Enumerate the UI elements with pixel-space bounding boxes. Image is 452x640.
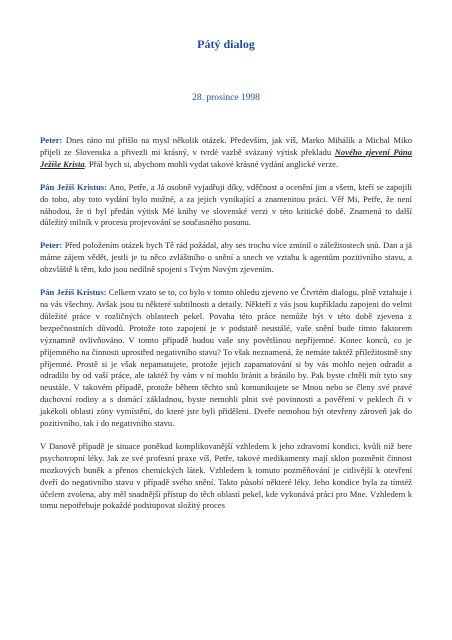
paragraph-text: V Danově případě je situace poněkud komplikovanější vzhledem k jeho zdravotní kondici, kvůli níž bere psychotropní léky. Jak ze své profesní praxe víš, Petře, takové medikamenty mají sklon pozměnit činnost mozkových buněk a přenos chemických látek. Vzhledem k tomuto pozměňování je citlivější k otevření dveří do negativního stavu v případě svého snění. Takto působí některé léky. Jeho kondice byla za tímtéž účelem zvolena, aby měl snadnější přístup do těch oblastí pekel, kde vykonává práci pro Mne. Vzhledem k tomu nepotřebuje pokaždé podstupovat složitý proces — [40, 440, 412, 511]
paragraph-text: Před položením otázek bych Tě rád požádal, aby ses trochu více zmínil o záležitostech snů. Dan a já máme zájem vědět, jestli je tu něco zvláštního o snění a snech ve vztahu k agentům pozitivního stavu, a obzvláště k těm, kdo jsou nedílně spojeni s Tvým Novým zjevením. — [40, 240, 412, 275]
paragraph — [40, 240, 412, 276]
document-body — [40, 135, 412, 512]
paragraph-text: . Přál bych si, abychom mohli vydat takové krásné vydání anglické verze. — [84, 158, 339, 169]
speaker-label: Peter: — [40, 240, 63, 251]
document-title: Pátý dialog — [197, 37, 255, 51]
paragraph — [40, 182, 412, 230]
speaker-label: Pán Ježíš Kristus: — [40, 287, 107, 298]
paragraph-text: Ano, Petře, a Já osobně vyjadřuji díky, vděčnost a ocenění jim a všem, kteří se zapojili do toho, aby toto vydání bylo možné, a za jejich vynikající a znamenitou práci. Věř Mi, Petře, že není náhodou, že ti byl předán výtisk Mé knihy ve slovenské verzi v této kritické době. Znamená to další důležitý milník v procesu projevování se současného posunu. — [40, 181, 412, 228]
book-title-link[interactable]: Nového zjevení Pána Ježíše Krista — [40, 146, 412, 169]
paragraph-text: Dnes ráno mi přišlo na mysl několik otázek. Především, jak víš, Marko Mihálik a Michal Miko přijeli ze Slovenska a přivezli mi krásný, v tvrdé vazbě svázaný výtisk překladu — [40, 135, 412, 157]
speaker-label: Peter: — [40, 135, 63, 145]
document-date: 28. prosince 1998 — [192, 93, 260, 103]
paragraph — [40, 135, 412, 171]
speaker-label: Pán Ježíš Kristus: — [40, 181, 108, 192]
paragraph-text: Celkem vzato se to, co bylo v tomto ohledu zjeveno ve Čtvrtém dialogu, plně vztahuje i na vás všechny. Avšak jsou tu některé subtilnosti a detaily. Někteří z vás jsou kupříkladu zapojeni do velmi důležité práce v rozličných oblastech pekel. Povaha této práce nemůže být v této době zjevena z bezpečnostních důvodů. Protože toto zapojení je v podstatě neustálé, vaše snění bude tímto faktorem významně ovlivňováno. V tomto případě budou vaše sny povětšinou nepříjemné. Konec konců, co je příjemného na činnosti uprostřed negativního stavu? To však neznamená, že nemáte taktéž příležitostně sny příjemné. Prostě si je však nepamatujete, protože jejich zapamatování si by vás mohlo nejen odradit a odradilo by od vaší práce, ale taktéž by vám v ní mohlo bránit a bránilo by. Pak byste chtěli mít tyto sny neustále. V takovém případě, protože během těchto snů komunikujete se Mnou nebo se členy své pravé duchovní rodiny a s domácí základnou, byste nemohli plnit své povinnosti a pověření v peklech či v jakékoli oblasti zóny vymístění, do které jste byli přiděleni. Dveře nemohou být otevřeny zároveň jak do pozitivního, tak i do negativního stavu. — [40, 287, 412, 429]
paragraph — [40, 441, 412, 512]
paragraph — [40, 287, 412, 430]
